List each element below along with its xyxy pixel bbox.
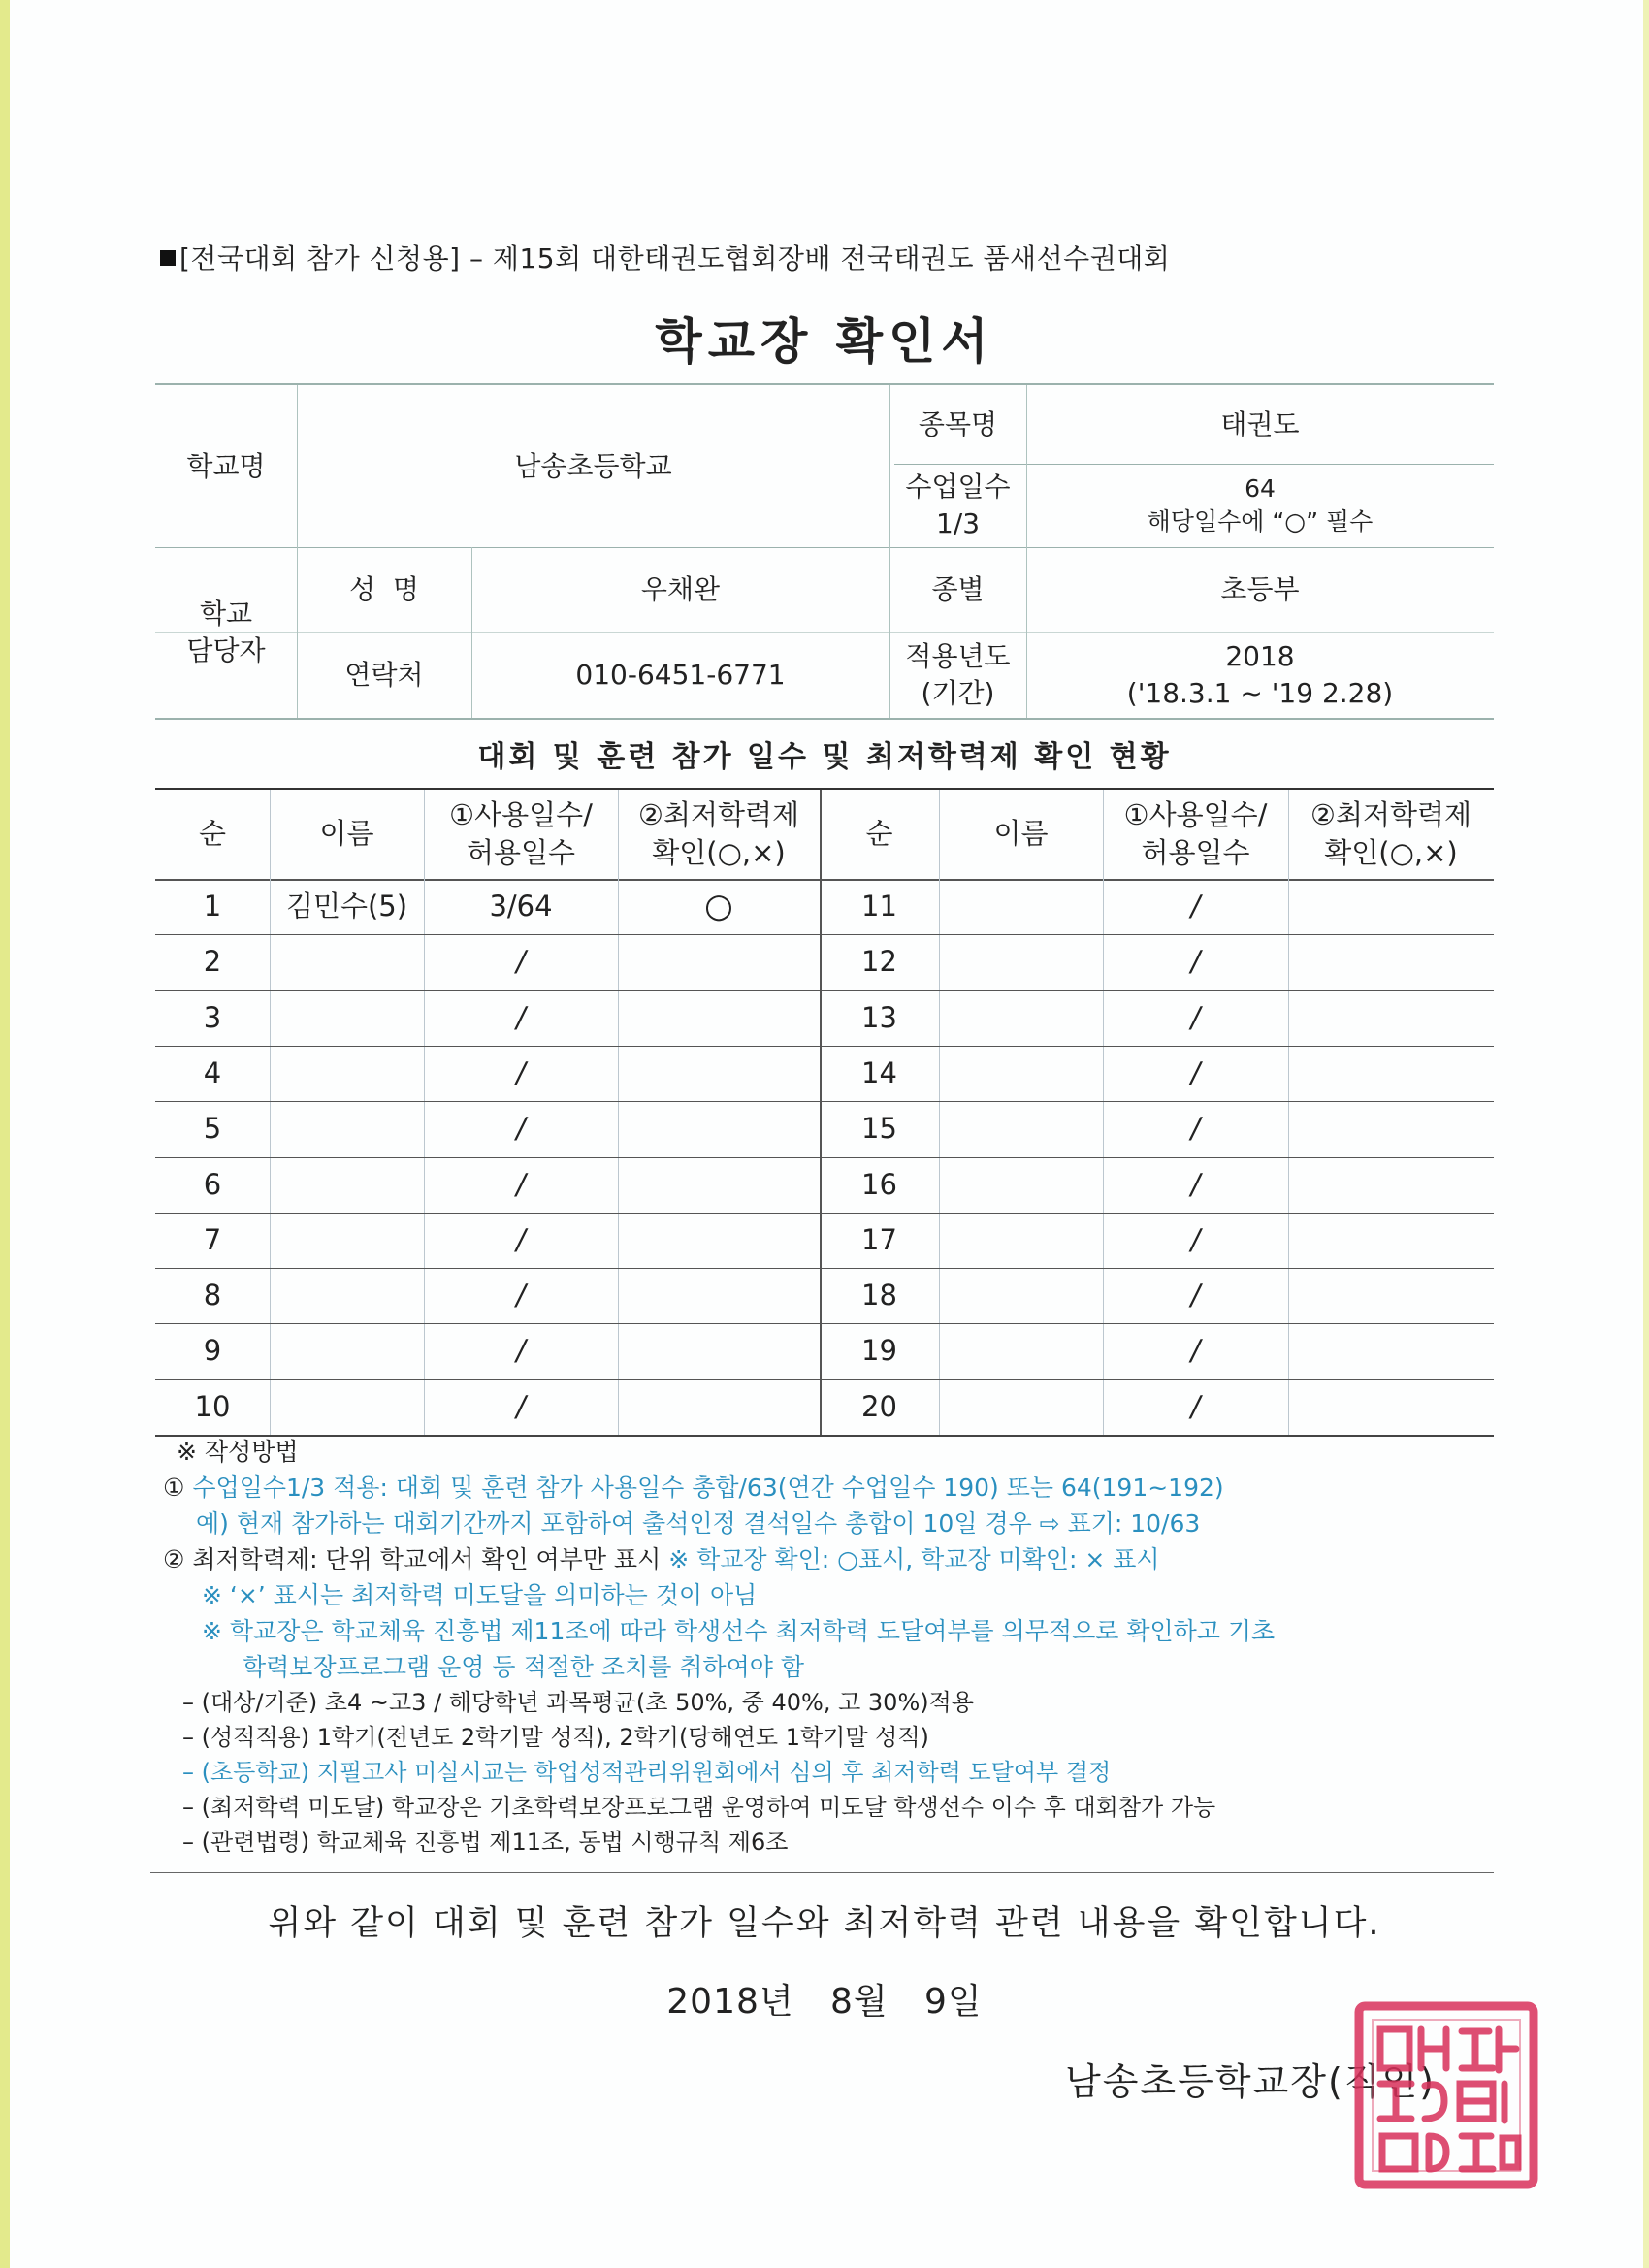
roster-days-cell: / [1190,1111,1201,1145]
roster-no-cell: 20 [861,1389,897,1423]
year-value: 2018 ('18.3.1 ~ '19 2.28) [1126,640,1394,709]
detail-5: – (관련법령) 학교체육 진흥법 제11조, 동법 시행규칙 제6조 [182,1829,789,1856]
roster-table [155,788,1494,1437]
note4-line2: 학력보장프로그램 운영 등 적절한 조치를 취하여야 함 [242,1653,804,1681]
detail-2: – (성적적용) 1학기(전년도 2학기말 성적), 2학기(당해연도 1학기말 성적) [182,1724,929,1751]
roster-days-cell: / [516,1111,526,1145]
section-title: 대회 및 훈련 참가 일수 및 최저학력제 확인 현황 [477,740,1172,774]
days-value: 64 해당일수에 “○” 필수 [1147,474,1374,535]
roster-check-cell [1288,1379,1494,1435]
roster-no-cell: 10 [194,1389,231,1423]
roster-check-cell [618,1157,820,1213]
roster-name-cell [939,990,1103,1046]
roster-no-cell: 14 [861,1055,897,1089]
roster-no-cell: 12 [861,944,897,978]
roster-check-cell [618,1213,820,1268]
roster-name-cell [270,934,424,989]
roster-no-cell: 7 [203,1222,222,1256]
roster-days-cell: / [1190,1055,1201,1089]
roster-days-cell: / [516,1333,526,1367]
roster-days-cell: / [1190,1278,1201,1312]
roster-check-cell [1288,1268,1494,1323]
name-label: 성 명 [349,573,419,606]
roster-name-cell [939,1379,1103,1435]
manager-label: 학교 담당자 [186,598,266,666]
roster-no-cell: 19 [861,1333,897,1367]
roster-no-cell: 3 [203,1000,222,1034]
name-value: 우채완 [640,573,721,606]
roster-no-cell: 17 [861,1222,897,1256]
detail-4: – (최저학력 미도달) 학교장은 기초학력보장프로그램 운영하여 미도달 학생선수 이수 후 대회참가 가능 [182,1794,1216,1821]
note1-marker: ① [163,1474,185,1502]
school-value: 남송초등학교 [514,449,672,482]
square-bullet-icon [160,250,176,266]
event-name: – 제15회 대한태권도협회장배 전국태권도 품새선수권대회 [469,243,1171,275]
roster-days-cell: / [1190,1222,1201,1256]
note1-line1: 수업일수1/3 적용: 대회 및 훈련 참가 사용일수 총합/63(연간 수업일수 190) 또는 64(191~192) [192,1474,1224,1502]
header-name-left: 이름 [319,817,374,851]
roster-check-cell [618,1046,820,1101]
roster-days-cell: 3/64 [489,889,553,923]
roster-check-cell: ○ [704,886,733,925]
roster-name-cell [939,1046,1103,1101]
roster-check-cell [1288,1046,1494,1101]
roster-name-cell [939,934,1103,989]
sport-label: 종목명 [918,407,998,440]
roster-no-cell: 1 [203,889,222,923]
roster-days-cell: / [1190,1167,1201,1201]
roster-name-cell [270,1268,424,1323]
roster-check-cell [1288,934,1494,989]
school-seal-stamp [1353,2000,1539,2190]
roster-no-cell: 13 [861,1000,897,1034]
roster-days-cell: / [1190,1333,1201,1367]
roster-name-cell [939,1323,1103,1378]
roster-name-cell [270,1157,424,1213]
roster-days-cell: / [516,944,526,978]
category-value: 초등부 [1220,573,1300,606]
roster-no-cell: 8 [203,1278,222,1312]
roster-no-cell: 11 [861,889,897,923]
roster-name-cell: 김민수(5) [285,889,408,923]
document-title: 학교장 확인서 [655,313,994,370]
roster-check-cell [618,990,820,1046]
instructions [163,1434,1502,1860]
signer-name: 남송초등학교장(직인) [1065,2060,1437,2103]
header-name-right: 이름 [993,817,1049,851]
confirmation-date: 2018년 8월 9일 [666,1982,983,2022]
roster-no-cell: 15 [861,1111,897,1145]
roster-check-cell [618,934,820,989]
form-tag: [전국대회 참가 신청용] [179,243,461,275]
note2-lead: 최저학력제: 단위 학교에서 확인 여부만 표시 [192,1545,662,1573]
roster-days-cell: / [1190,944,1201,978]
roster-days-cell: / [1190,1389,1201,1423]
note3: ※ ‘×’ 표시는 최저학력 미도달을 의미하는 것이 아님 [202,1581,758,1609]
form-header [160,238,1170,276]
note2-marker: ② [163,1545,185,1573]
header-no-left: 순 [198,817,226,851]
notes-heading: ※ 작성방법 [177,1438,299,1466]
roster-check-cell [618,1379,820,1435]
roster-check-cell [1288,1323,1494,1378]
roster-name-cell [270,1101,424,1156]
roster-days-cell: / [516,1278,526,1312]
roster-name-cell [939,1101,1103,1156]
confirmation-statement: 위와 같이 대회 및 훈련 참가 일수와 최저학력 관련 내용을 확인합니다. [268,1904,1381,1943]
roster-days-cell: / [516,1055,526,1089]
header-days-left: ①사용일수/ 허용일수 [449,797,593,869]
school-label: 학교명 [186,449,266,482]
detail-1: – (대상/기준) 초4 ~고3 / 해당학년 과목평균(초 50%, 중 40%, 고 30%)적용 [182,1689,974,1716]
sport-value: 태권도 [1220,407,1300,440]
header-check-right: ②최저학력제 확인(○,×) [1310,797,1472,869]
info-table [155,383,1494,720]
roster-days-cell: / [1190,889,1201,923]
roster-check-cell [1288,1101,1494,1156]
roster-no-cell: 4 [203,1055,222,1089]
year-label: 적용년도 (기간) [905,640,1011,709]
roster-name-cell [270,1379,424,1435]
roster-name-cell [939,1213,1103,1268]
roster-check-cell [618,1323,820,1378]
roster-no-cell: 9 [203,1333,222,1367]
roster-name-cell [270,1213,424,1268]
roster-no-cell: 6 [203,1167,222,1201]
roster-name-cell [939,1268,1103,1323]
roster-name-cell [270,1323,424,1378]
header-no-right: 순 [865,817,893,851]
roster-days-cell: / [516,1389,526,1423]
roster-no-cell: 16 [861,1167,897,1201]
roster-days-cell: / [1190,1000,1201,1034]
roster-no-cell: 5 [203,1111,222,1145]
roster-check-cell [1288,879,1494,934]
roster-check-cell [1288,990,1494,1046]
divider [150,1872,1494,1873]
contact-value: 010-6451-6771 [575,659,786,692]
roster-check-cell [1288,1213,1494,1268]
roster-no-cell: 2 [203,944,222,978]
roster-no-cell: 18 [861,1278,897,1312]
roster-days-cell: / [516,1167,526,1201]
header-days-right: ①사용일수/ 허용일수 [1123,797,1268,869]
roster-name-cell [270,1046,424,1101]
note1-line2: 예) 현재 참가하는 대회기간까지 포함하여 출석인정 결석일수 총합이 10일 경우 ⇨ 표기: 10/63 [196,1509,1201,1538]
roster-days-cell: / [516,1000,526,1034]
contact-label: 연락처 [344,659,424,692]
roster-check-cell [618,1101,820,1156]
roster-check-cell [1288,1157,1494,1213]
note2-blue: ※ 학교장 확인: ○표시, 학교장 미확인: × 표시 [668,1545,1160,1573]
detail-3: – (초등학교) 지필고사 미실시교는 학업성적관리위원회에서 심의 후 최저학력 도달여부 결정 [182,1759,1112,1786]
roster-name-cell [939,1157,1103,1213]
category-label: 종별 [931,573,985,606]
roster-name-cell [270,990,424,1046]
roster-check-cell [618,1268,820,1323]
days-label: 수업일수 1/3 [905,470,1011,539]
roster-days-cell: / [516,1222,526,1256]
note4-line1: ※ 학교장은 학교체육 진흥법 제11조에 따라 학생선수 최저학력 도달여부를 의무적으로 확인하고 기초 [202,1617,1276,1645]
header-check-left: ②최저학력제 확인(○,×) [637,797,800,869]
roster-name-cell [939,879,1103,934]
